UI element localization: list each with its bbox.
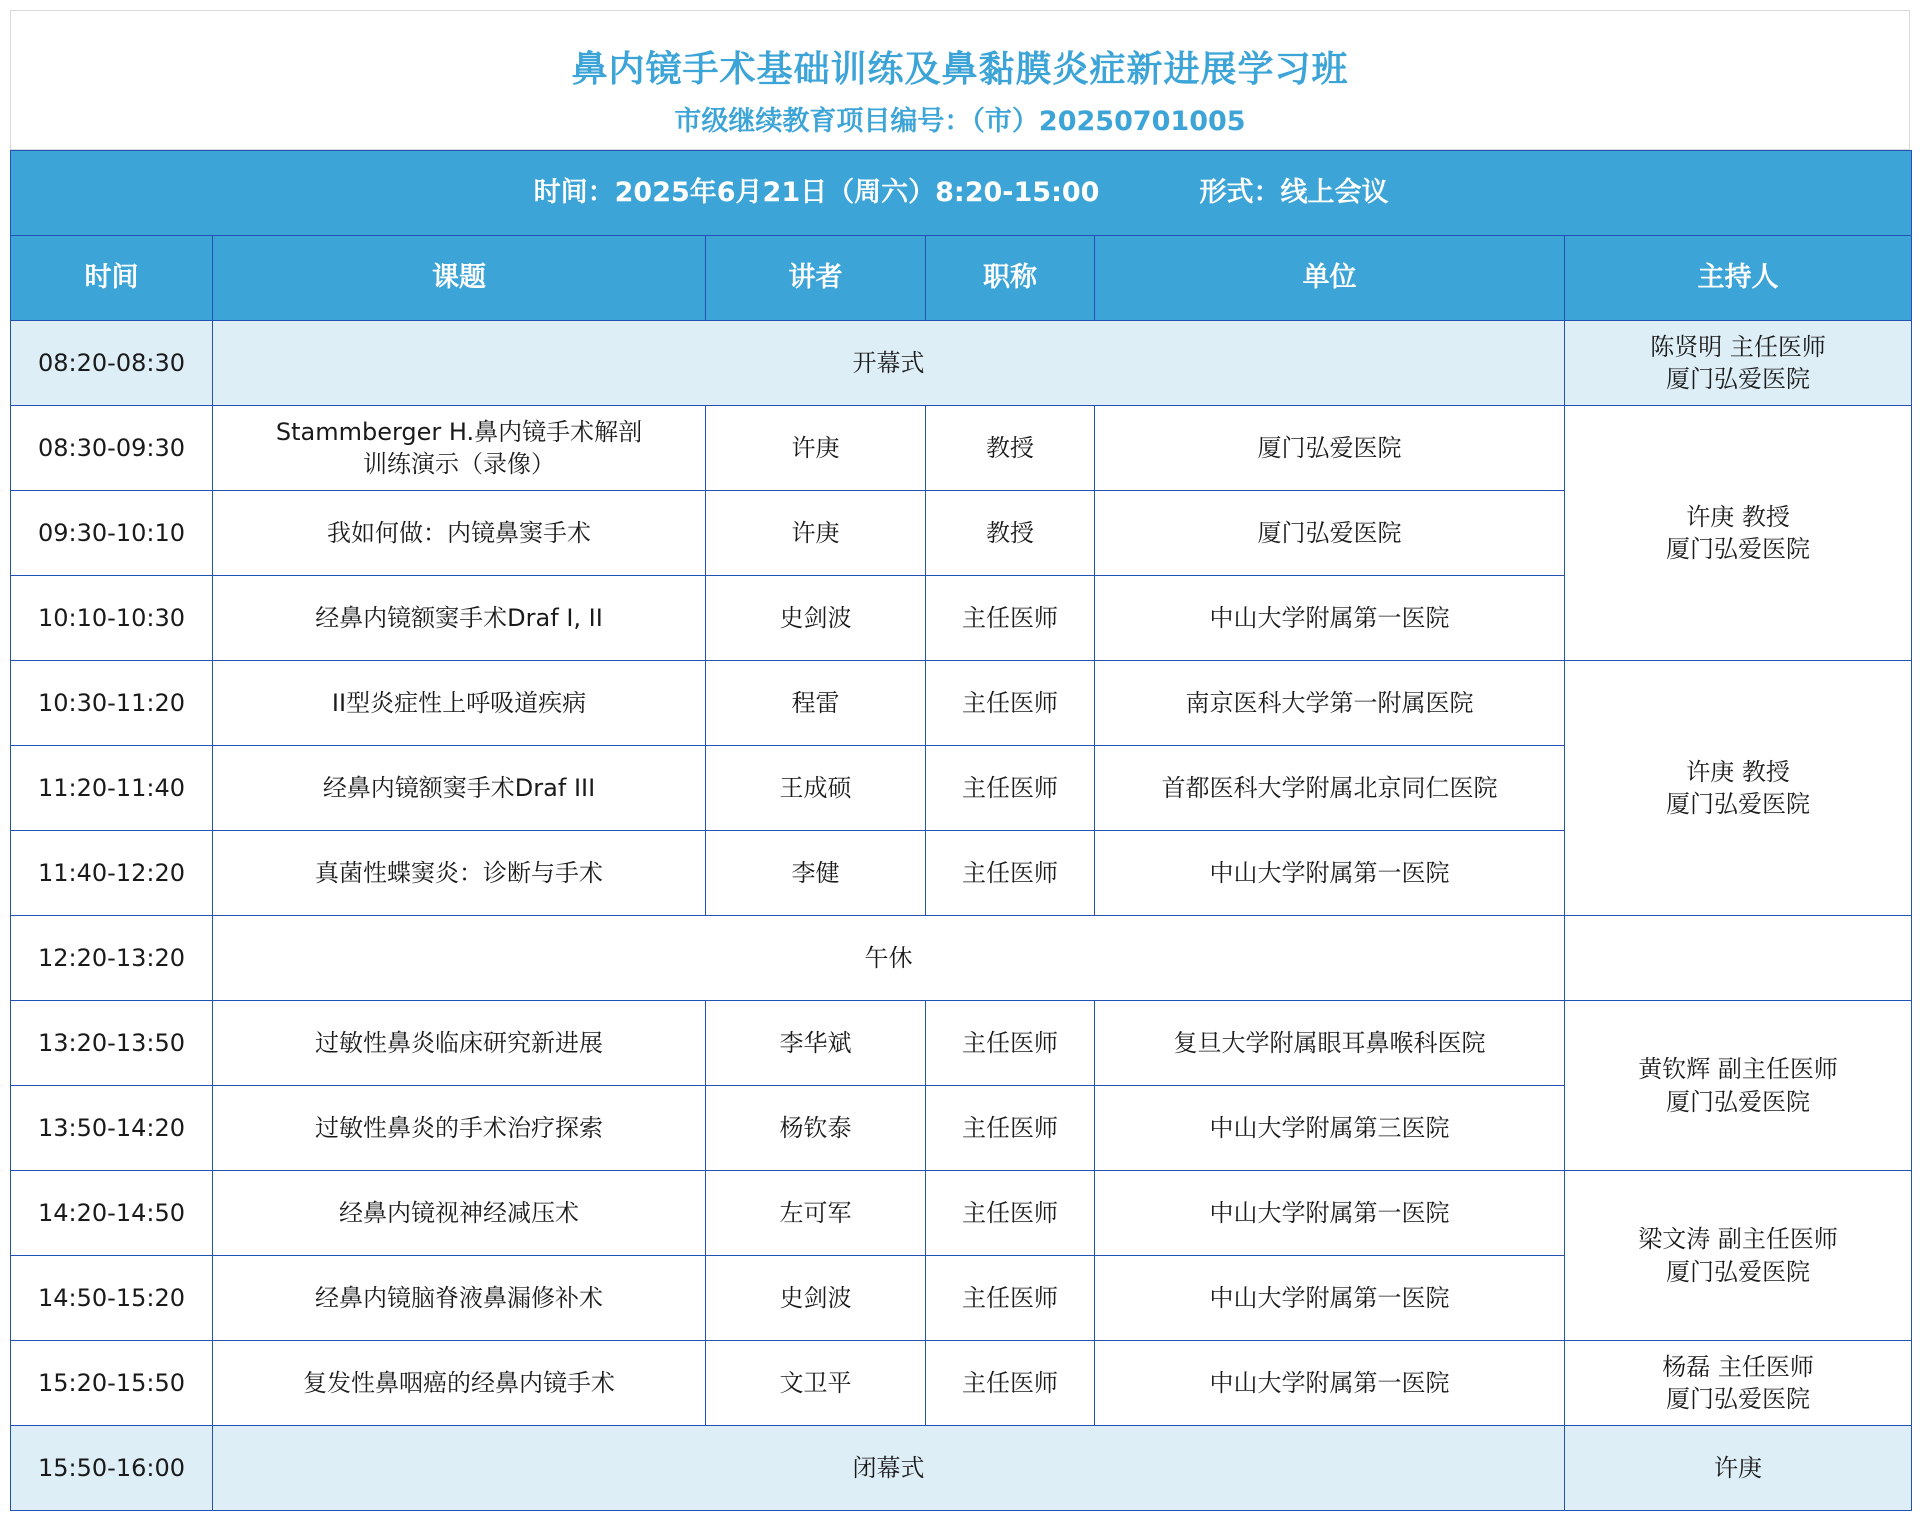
table-row <box>11 406 1912 491</box>
table-row <box>11 321 1912 406</box>
row-rank: 教授 <box>926 491 1095 576</box>
col-rank: 职称 <box>926 236 1095 321</box>
row-unit: 中山大学附属第一医院 <box>1095 1171 1565 1256</box>
col-unit: 单位 <box>1095 236 1565 321</box>
row-topic: 开幕式 <box>213 321 1565 406</box>
banner-format: 形式：线上会议 <box>1199 176 1389 208</box>
row-unit: 复旦大学附属眼耳鼻喉科医院 <box>1095 1001 1565 1086</box>
row-speaker: 许庚 <box>706 406 926 491</box>
topic-line: 训练演示（录像） <box>363 450 555 478</box>
row-time: 14:50-15:20 <box>11 1256 213 1341</box>
host-name: 梁文涛 副主任医师 <box>1638 1225 1838 1254</box>
row-rank: 主任医师 <box>926 1341 1095 1426</box>
row-rank: 主任医师 <box>926 576 1095 661</box>
row-host <box>1565 1171 1912 1341</box>
info-banner <box>11 151 1912 236</box>
host-org: 厦门弘爱医院 <box>1666 1257 1811 1286</box>
row-speaker: 左可军 <box>706 1171 926 1256</box>
row-time: 08:30-09:30 <box>11 406 213 491</box>
row-speaker: 李华斌 <box>706 1001 926 1086</box>
row-rank: 主任医师 <box>926 1171 1095 1256</box>
row-time: 13:20-13:50 <box>11 1001 213 1086</box>
row-topic: 经鼻内镜脑脊液鼻漏修补术 <box>213 1256 706 1341</box>
col-time: 时间 <box>11 236 213 321</box>
row-rank: 主任医师 <box>926 1256 1095 1341</box>
row-speaker: 王成硕 <box>706 746 926 831</box>
row-topic: 经鼻内镜额窦手术Draf I, II <box>213 576 706 661</box>
host-name: 许庚 教授 <box>1686 757 1790 786</box>
row-topic: 经鼻内镜视神经减压术 <box>213 1171 706 1256</box>
banner-time: 时间：2025年6月21日（周六）8:20-15:00 <box>533 176 1100 208</box>
row-host: 许庚 <box>1565 1426 1912 1511</box>
row-topic <box>213 406 706 491</box>
row-time: 13:50-14:20 <box>11 1086 213 1171</box>
row-topic: 经鼻内镜额窦手术Draf III <box>213 746 706 831</box>
host-org: 厦门弘爱医院 <box>1666 1385 1811 1413</box>
row-speaker: 史剑波 <box>706 576 926 661</box>
row-topic: 复发性鼻咽癌的经鼻内镜手术 <box>213 1341 706 1426</box>
table-row <box>11 916 1912 1001</box>
row-topic: II型炎症性上呼吸道疾病 <box>213 661 706 746</box>
row-speaker: 李健 <box>706 831 926 916</box>
row-unit: 首都医科大学附属北京同仁医院 <box>1095 746 1565 831</box>
row-time: 11:40-12:20 <box>11 831 213 916</box>
row-time: 14:20-14:50 <box>11 1171 213 1256</box>
row-topic: 过敏性鼻炎临床研究新进展 <box>213 1001 706 1086</box>
topic-line: Stammberger H.鼻内镜手术解剖 <box>275 417 643 446</box>
row-time: 12:20-13:20 <box>11 916 213 1001</box>
row-rank: 主任医师 <box>926 831 1095 916</box>
row-unit: 南京医科大学第一附属医院 <box>1095 661 1565 746</box>
row-unit: 中山大学附属第一医院 <box>1095 1341 1565 1426</box>
row-host <box>1565 661 1912 916</box>
row-rank: 主任医师 <box>926 1001 1095 1086</box>
table-header <box>11 236 1912 321</box>
row-topic: 过敏性鼻炎的手术治疗探索 <box>213 1086 706 1171</box>
row-rank: 教授 <box>926 406 1095 491</box>
row-rank: 主任医师 <box>926 746 1095 831</box>
row-rank: 主任医师 <box>926 1086 1095 1171</box>
host-name: 黄钦辉 副主任医师 <box>1638 1055 1838 1084</box>
row-topic: 我如何做：内镜鼻窦手术 <box>213 491 706 576</box>
row-unit: 中山大学附属第三医院 <box>1095 1086 1565 1171</box>
row-speaker: 杨钦泰 <box>706 1086 926 1171</box>
schedule-table <box>10 150 1912 1511</box>
row-time: 15:20-15:50 <box>11 1341 213 1426</box>
row-time: 09:30-10:10 <box>11 491 213 576</box>
row-topic: 真菌性蝶窦炎：诊断与手术 <box>213 831 706 916</box>
project-number: 市级继续教育项目编号：（市）20250701005 <box>674 106 1246 137</box>
row-host <box>1565 1001 1912 1171</box>
row-time: 08:20-08:30 <box>11 321 213 406</box>
row-topic: 闭幕式 <box>213 1426 1565 1511</box>
row-unit: 中山大学附属第一医院 <box>1095 576 1565 661</box>
host-name: 陈贤明 主任医师 <box>1650 332 1826 361</box>
table-row <box>11 1341 1912 1426</box>
row-speaker: 程雷 <box>706 661 926 746</box>
row-speaker: 史剑波 <box>706 1256 926 1341</box>
table-row <box>11 1171 1912 1256</box>
table-row <box>11 661 1912 746</box>
row-time: 11:20-11:40 <box>11 746 213 831</box>
title-box <box>10 10 1910 150</box>
host-org: 厦门弘爱医院 <box>1666 535 1811 563</box>
row-time: 10:30-11:20 <box>11 661 213 746</box>
row-host <box>1565 406 1912 661</box>
table-row <box>11 1426 1912 1511</box>
row-speaker: 文卫平 <box>706 1341 926 1426</box>
row-unit: 中山大学附属第一医院 <box>1095 831 1565 916</box>
col-host: 主持人 <box>1565 236 1912 321</box>
row-topic: 午休 <box>213 916 1565 1001</box>
row-unit: 厦门弘爱医院 <box>1095 491 1565 576</box>
host-name: 杨磊 主任医师 <box>1662 1352 1814 1381</box>
page-title: 鼻内镜手术基础训练及鼻黏膜炎症新进展学习班 <box>571 49 1349 90</box>
table-row <box>11 1001 1912 1086</box>
host-name: 许庚 教授 <box>1686 502 1790 531</box>
host-org: 厦门弘爱医院 <box>1666 790 1811 818</box>
col-topic: 课题 <box>213 236 706 321</box>
row-rank: 主任医师 <box>926 661 1095 746</box>
host-org: 厦门弘爱医院 <box>1666 1087 1811 1116</box>
row-time: 15:50-16:00 <box>11 1426 213 1511</box>
row-time: 10:10-10:30 <box>11 576 213 661</box>
row-unit: 厦门弘爱医院 <box>1095 406 1565 491</box>
row-host <box>1565 321 1912 406</box>
host-org: 厦门弘爱医院 <box>1666 365 1811 393</box>
col-speaker: 讲者 <box>706 236 926 321</box>
row-speaker: 许庚 <box>706 491 926 576</box>
row-unit: 中山大学附属第一医院 <box>1095 1256 1565 1341</box>
row-host-empty <box>1565 916 1912 1001</box>
row-host <box>1565 1341 1912 1426</box>
